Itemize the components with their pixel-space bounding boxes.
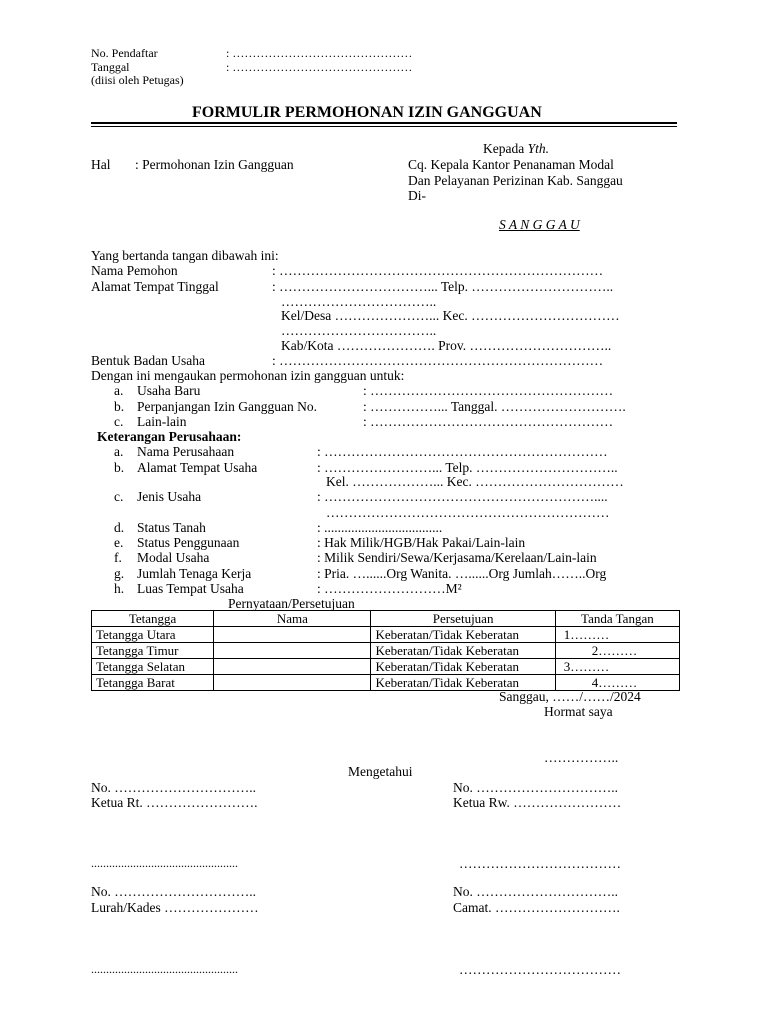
addressee-line3: Di-	[408, 188, 426, 203]
company-item-a-label: Nama Perusahaan	[137, 444, 235, 459]
company-item-f-letter: f.	[114, 550, 122, 565]
company-item-e-value: : Hak Milik/HGB/Hak Pakai/Lain-lain	[317, 535, 526, 550]
company-item-f-label: Modal Usaha	[137, 550, 210, 565]
addressee-line2: Dan Pelayanan Perizinan Kab. Sanggau	[408, 173, 623, 188]
request-item-a-letter: a.	[114, 383, 124, 398]
neighbors-table	[91, 610, 680, 691]
neighbor-cell: Tetangga Timur	[92, 643, 214, 659]
badan-usaha-value: : ………………………………………………………………	[272, 353, 604, 368]
company-item-h-value: : ………………………M²	[317, 581, 462, 596]
addressee-kepada	[483, 141, 549, 157]
company-item-a-letter: a.	[114, 444, 124, 459]
name-cell	[214, 643, 371, 659]
title-rule-thin	[91, 126, 677, 127]
intro-text: Yang bertanda tangan dibawah ini:	[91, 248, 279, 263]
regards: Hormat saya	[544, 704, 613, 719]
mengetahui: Mengetahui	[348, 764, 413, 779]
hal-value: : Permohonan Izin Gangguan	[135, 157, 294, 172]
registration-no-label: No. Pendaftar	[91, 46, 158, 60]
applicant-keldesa-cont: ……………………………..	[281, 323, 437, 338]
addressee-city: S A N G G A U	[499, 217, 580, 232]
company-item-b-letter: b.	[114, 460, 125, 475]
signature-cell: 3………	[555, 659, 679, 675]
camat: Camat. ……………………….	[453, 900, 620, 915]
neighbors-heading: Pernyataan/Persetujuan	[228, 596, 355, 611]
name-cell	[214, 675, 371, 691]
consent-cell: Keberatan/Tidak Keberatan	[371, 659, 555, 675]
request-item-b-letter: b.	[114, 399, 125, 414]
applicant-address-cont: ……………………………..	[281, 294, 437, 309]
company-item-d-label: Status Tanah	[137, 520, 206, 535]
signature-cell: 4………	[555, 675, 679, 691]
column-header-tetangga: Tetangga	[92, 611, 214, 627]
name-cell	[214, 659, 371, 675]
request-item-a-label: Usaha Baru	[137, 383, 201, 398]
signature-cell: 2………	[555, 643, 679, 659]
table-row	[92, 643, 680, 659]
company-jenis-cont: ………………………………………………………	[326, 505, 610, 520]
ketua-rw: Ketua Rw. ……………………	[453, 795, 622, 810]
column-header-persetujuan: Persetujuan	[371, 611, 555, 627]
company-item-d-value: : ...................................	[317, 520, 443, 535]
name-cell	[214, 627, 371, 643]
title-rule-thick	[91, 122, 677, 124]
neighbor-cell: Tetangga Selatan	[92, 659, 214, 675]
company-item-b-value: : ……………………... Telp. …………………………..	[317, 460, 618, 475]
rw-number: No. …………………………..	[453, 780, 618, 795]
lurah-signature-line: .................................................	[91, 962, 238, 976]
addressee-line1: Cq. Kepala Kantor Penanaman Modal	[408, 157, 614, 172]
applicant-keldesa: Kel/Desa …………………... Kec. ……………………………	[281, 308, 620, 323]
rt-signature-line: .................................................	[91, 856, 238, 870]
yth-text: Yth.	[527, 141, 549, 156]
registration-no-value: : ………………………………………	[226, 46, 413, 60]
request-item-b-value: : ……………... Tanggal. ……………………….	[363, 399, 626, 414]
neighbor-cell: Tetangga Barat	[92, 675, 214, 691]
company-item-d-letter: d.	[114, 520, 125, 535]
company-item-c-value: : ……………………………………………………....	[317, 489, 608, 504]
place-date: Sanggau, ……/……/2024	[499, 689, 641, 704]
form-title: FORMULIR PERMOHONAN IZIN GANGGUAN	[192, 104, 542, 121]
column-header-tanda-tangan: Tanda Tangan	[555, 611, 679, 627]
kepada-text: Kepada	[483, 141, 528, 156]
table-row	[92, 659, 680, 675]
company-item-a-value: : ………………………………………………………	[317, 444, 608, 459]
company-item-f-value: : Milik Sendiri/Sewa/Kerjasama/Kerelaan/Lain-lain	[317, 550, 597, 565]
applicant-kabkota: Kab/Kota …………………. Prov. …………………………..	[281, 338, 612, 353]
company-item-b-label: Alamat Tempat Usaha	[137, 460, 258, 475]
request-item-a-value: : ………………………………………………	[363, 383, 614, 398]
applicant-address-label: Alamat Tempat Tinggal	[91, 279, 219, 294]
company-item-c-label: Jenis Usaha	[137, 489, 202, 504]
lurah-number: No. …………………………..	[91, 884, 256, 899]
company-item-e-label: Status Penggunaan	[137, 535, 240, 550]
applicant-name-label: Nama Pemohon	[91, 263, 178, 278]
request-item-c-value: : ………………………………………………	[363, 414, 614, 429]
signature-cell: 1………	[555, 627, 679, 643]
consent-cell: Keberatan/Tidak Keberatan	[371, 627, 555, 643]
company-address-cont: Kel. ………………... Kec. ……………………………	[326, 474, 624, 489]
camat-signature-line: ………………………………	[459, 962, 621, 977]
consent-cell: Keberatan/Tidak Keberatan	[371, 643, 555, 659]
applicant-name-value: : ………………………………………………………………	[272, 263, 604, 278]
consent-cell: Keberatan/Tidak Keberatan	[371, 675, 555, 691]
lurah-kades: Lurah/Kades …………………	[91, 900, 259, 915]
request-item-c-letter: c.	[114, 414, 124, 429]
company-item-g-letter: g.	[114, 566, 125, 581]
registration-date-label: Tanggal	[91, 60, 130, 74]
request-intro: Dengan ini mengaukan permohonan izin gangguan untuk:	[91, 368, 405, 383]
request-item-c-label: Lain-lain	[137, 414, 187, 429]
registration-date-value: : ………………………………………	[226, 60, 413, 74]
hal-label: Hal	[91, 157, 111, 172]
registration-note: (diisi oleh Petugas)	[91, 73, 184, 87]
request-item-b-label: Perpanjangan Izin Gangguan No.	[137, 399, 317, 414]
table-row	[92, 627, 680, 643]
company-item-g-label: Jumlah Tenaga Kerja	[137, 566, 252, 581]
company-item-g-value: : Pria. …......Org Wanita. …......Org Jumlah……..Org	[317, 566, 607, 581]
camat-number: No. …………………………..	[453, 884, 618, 899]
rw-signature-line: ………………………………	[459, 856, 621, 871]
badan-usaha-label: Bentuk Badan Usaha	[91, 353, 205, 368]
company-item-h-label: Luas Tempat Usaha	[137, 581, 244, 596]
ketua-rt: Ketua Rt. …………………….	[91, 795, 258, 810]
table-header-row	[92, 611, 680, 627]
company-heading: Keterangan Perusahaan:	[97, 429, 242, 444]
neighbor-cell: Tetangga Utara	[92, 627, 214, 643]
applicant-signature-line: ……………..	[544, 750, 619, 765]
column-header-nama: Nama	[214, 611, 371, 627]
company-item-h-letter: h.	[114, 581, 125, 596]
company-item-e-letter: e.	[114, 535, 124, 550]
applicant-address-value: : ……………………………... Telp. …………………………..	[272, 279, 614, 294]
rt-number: No. …………………………..	[91, 780, 256, 795]
company-item-c-letter: c.	[114, 489, 124, 504]
